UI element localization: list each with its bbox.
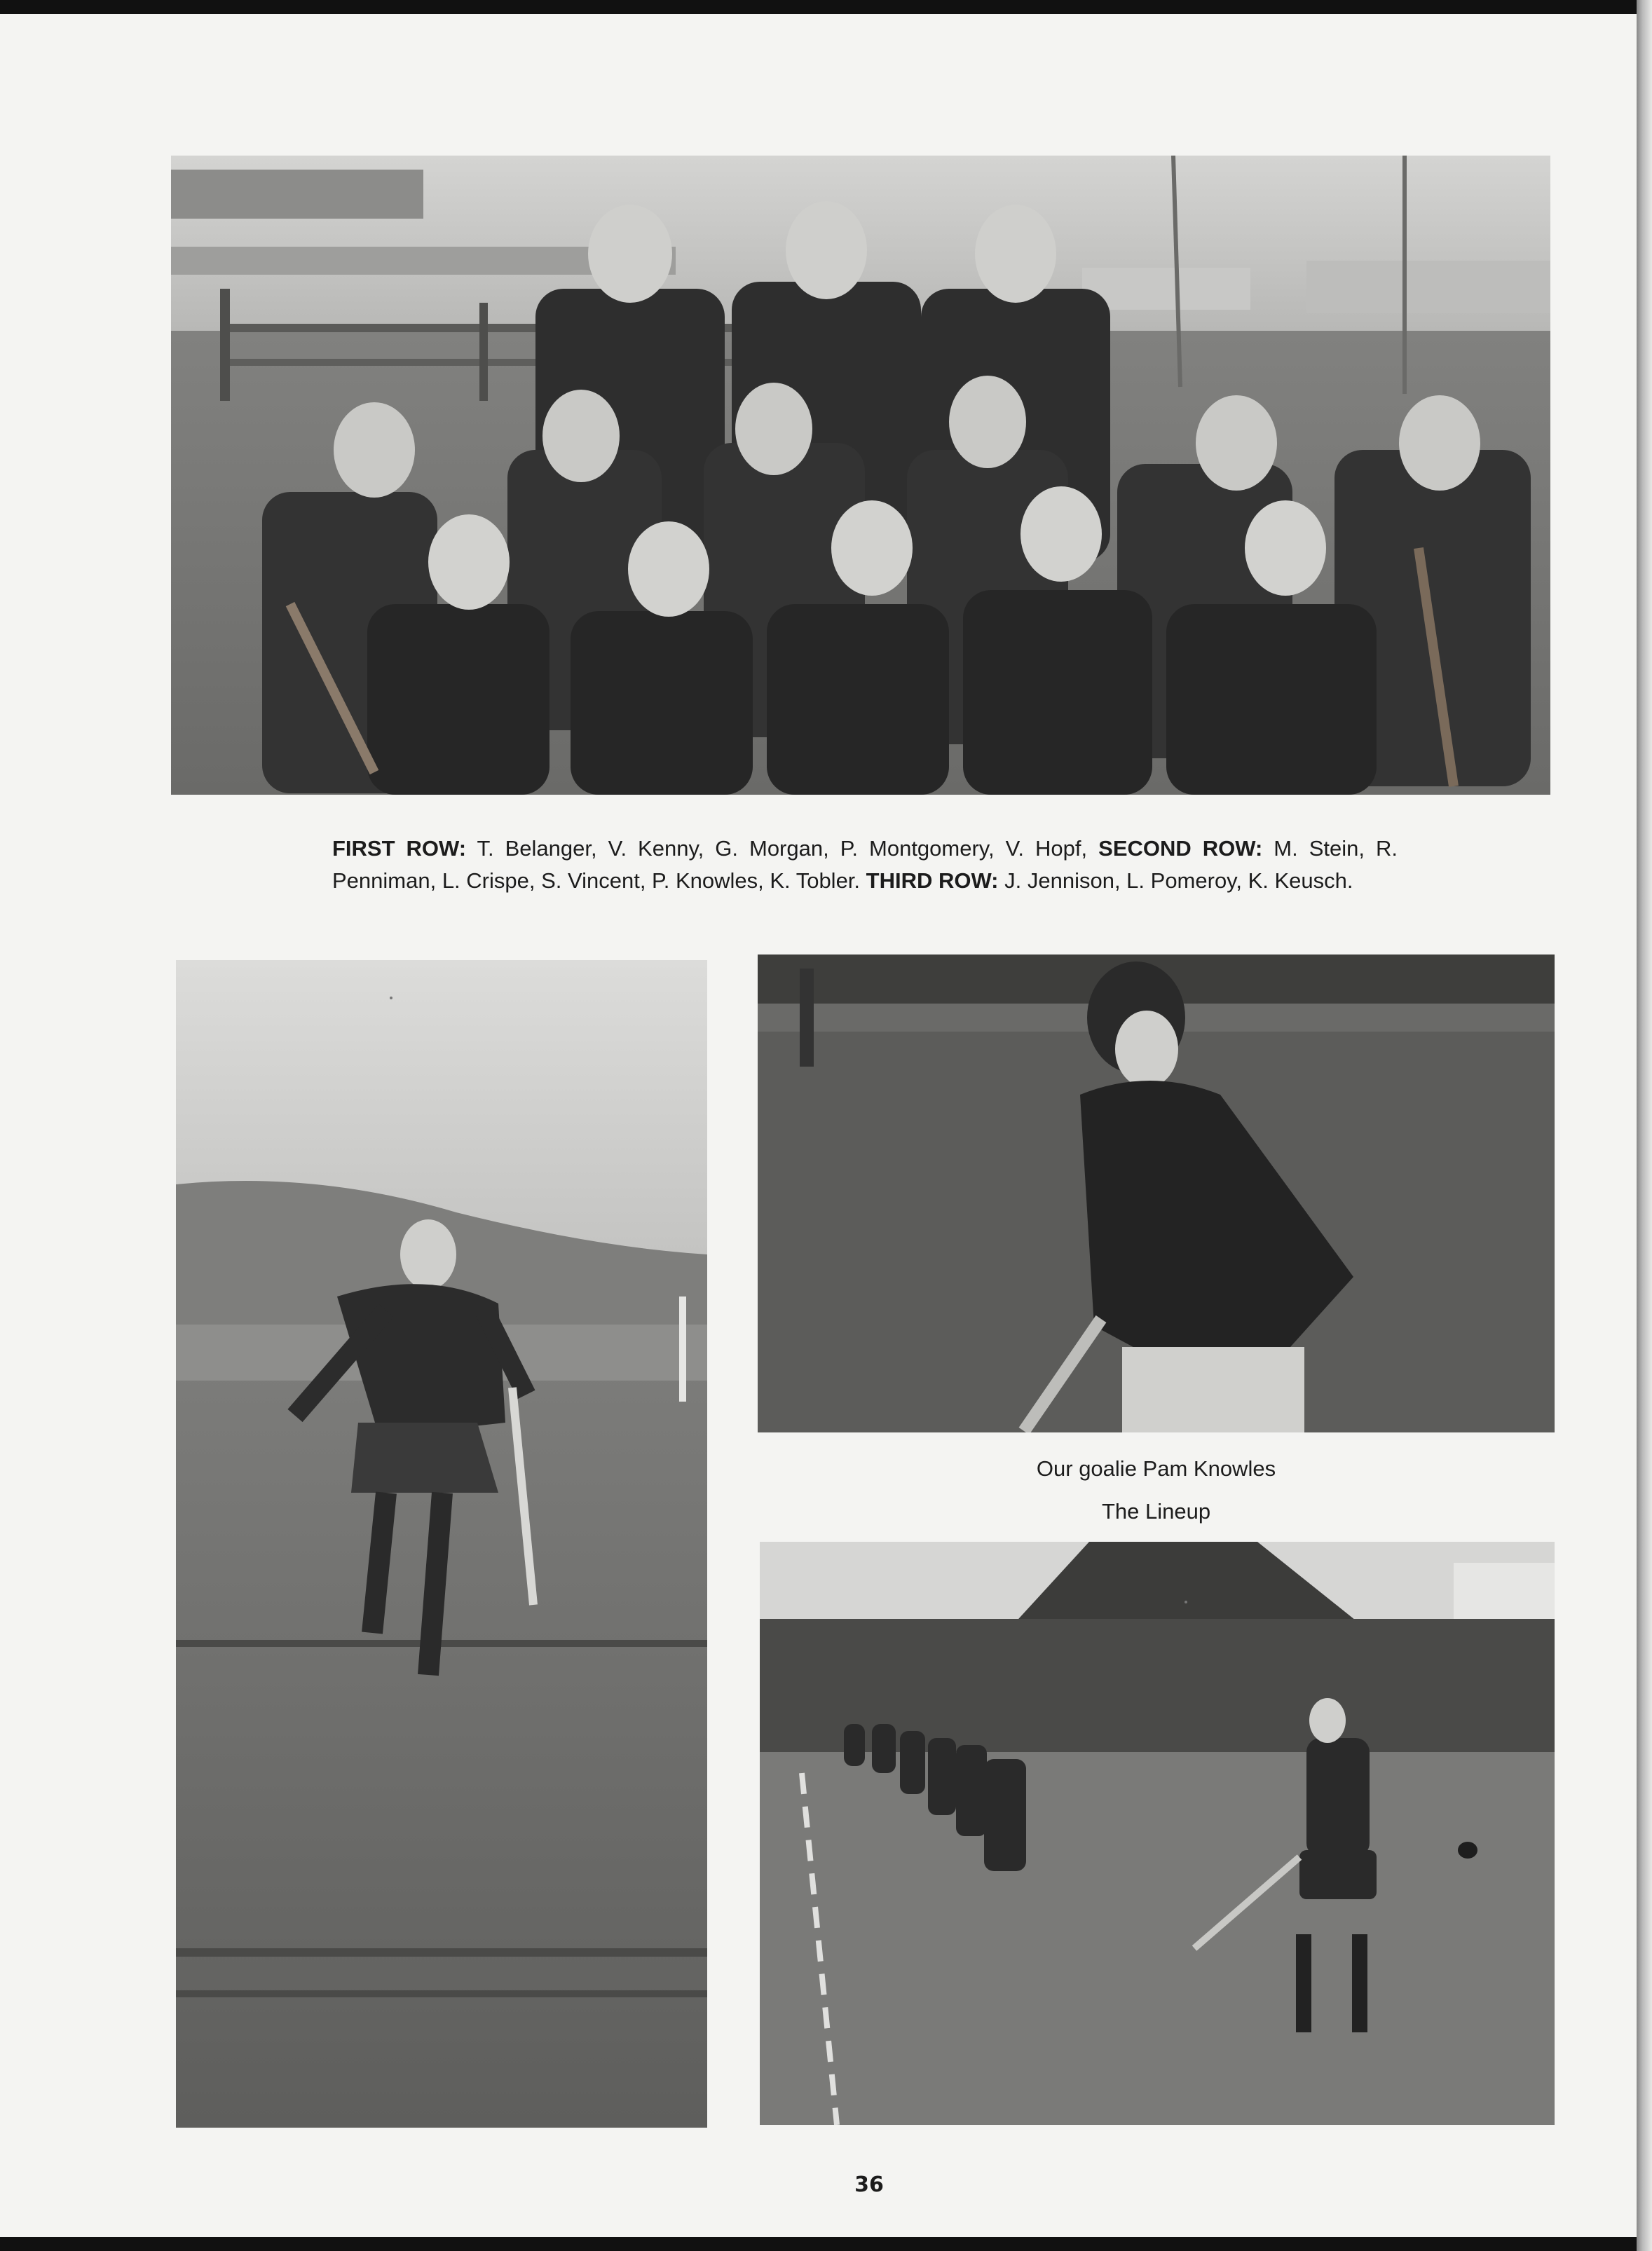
goalie-photo bbox=[758, 955, 1555, 1432]
lineup-photo bbox=[760, 1542, 1555, 2125]
page-edge bbox=[1637, 0, 1652, 2251]
page-number: 36 bbox=[854, 2173, 884, 2197]
goalie-caption: Our goalie Pam Knowles bbox=[1036, 1456, 1276, 1481]
team-roster-caption bbox=[332, 833, 1398, 897]
first-row-label: FIRST ROW: bbox=[332, 836, 467, 861]
print-speck bbox=[390, 997, 392, 999]
print-speck bbox=[1185, 1601, 1187, 1603]
third-row-label: THIRD ROW: bbox=[866, 868, 999, 893]
team-photo bbox=[171, 156, 1550, 795]
first-row-names: T. Belanger, V. Kenny, G. Morgan, P. Montgomery, V. Hopf, bbox=[466, 836, 1099, 861]
lineup-caption: The Lineup bbox=[1101, 1499, 1211, 1524]
runner-photo bbox=[176, 960, 707, 2128]
yearbook-page bbox=[0, 14, 1637, 2237]
second-row-label: SECOND ROW: bbox=[1098, 836, 1263, 861]
third-row-names: J. Jennison, L. Pomeroy, K. Keusch. bbox=[998, 868, 1353, 893]
second-row-names: M. Stein, R. Penniman, L. Crispe, S. Vincent, P. Knowles, K. Tobler. bbox=[332, 836, 1398, 893]
